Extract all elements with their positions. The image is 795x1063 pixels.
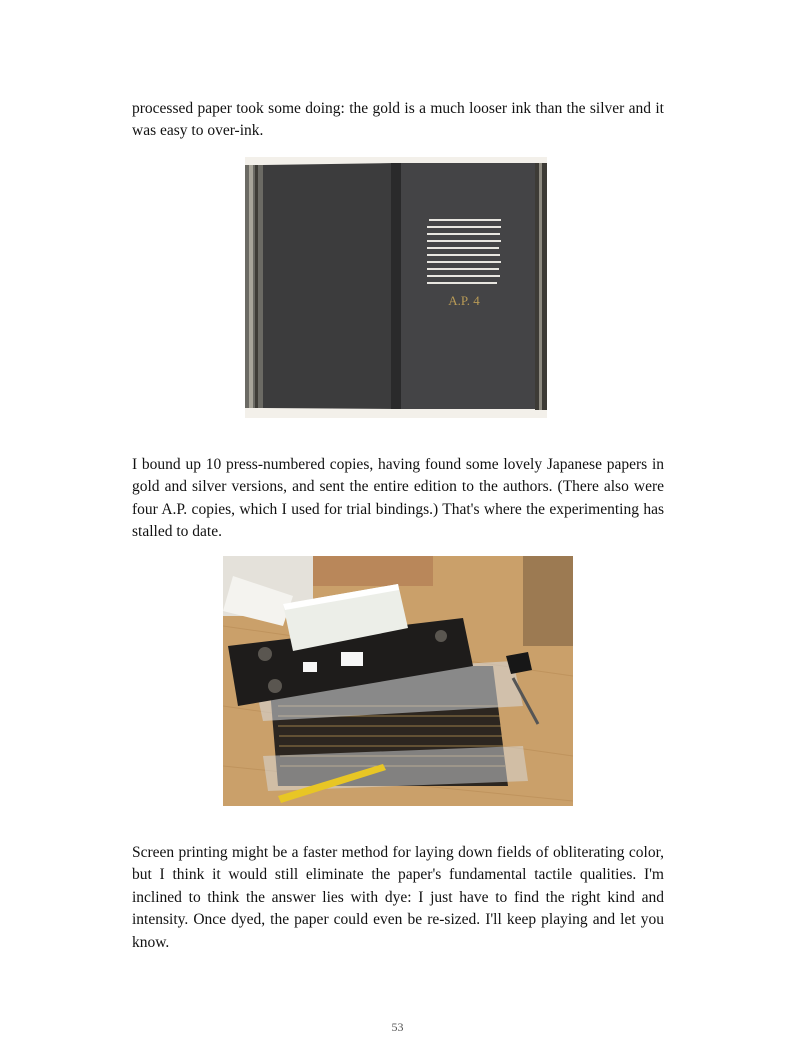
paragraph-3: Screen printing might be a faster method for laying down fields of obliterating color, but I think it would still eliminate the paper's fundamental tactile qualities. I'm inclined to think the answer lies with dye: I just have to find the right kind and intensity. Once dyed, the paper could even be re-sized. I'll keep playing and let you know. <box>132 844 664 951</box>
book-ap-mark: A.P. 4 <box>448 293 480 308</box>
paragraph-2: I bound up 10 press-numbered copies, having found some lovely Japanese papers in gold and silver versions, and sent the entire edition to the authors. (There also were four A.P. copies, which I used for trial bindings.) That's where the experimenting has stalled to date. <box>132 456 664 541</box>
paragraph-1: processed paper took some doing: the gold is a much looser ink than the silver and it was easy to over-ink. <box>132 100 664 140</box>
open-book-photo <box>245 157 547 418</box>
open-book-illustration <box>245 157 547 418</box>
binding-press-illustration <box>223 556 573 806</box>
page-number: 53 <box>391 1020 404 1034</box>
binding-press-photo <box>223 556 573 806</box>
